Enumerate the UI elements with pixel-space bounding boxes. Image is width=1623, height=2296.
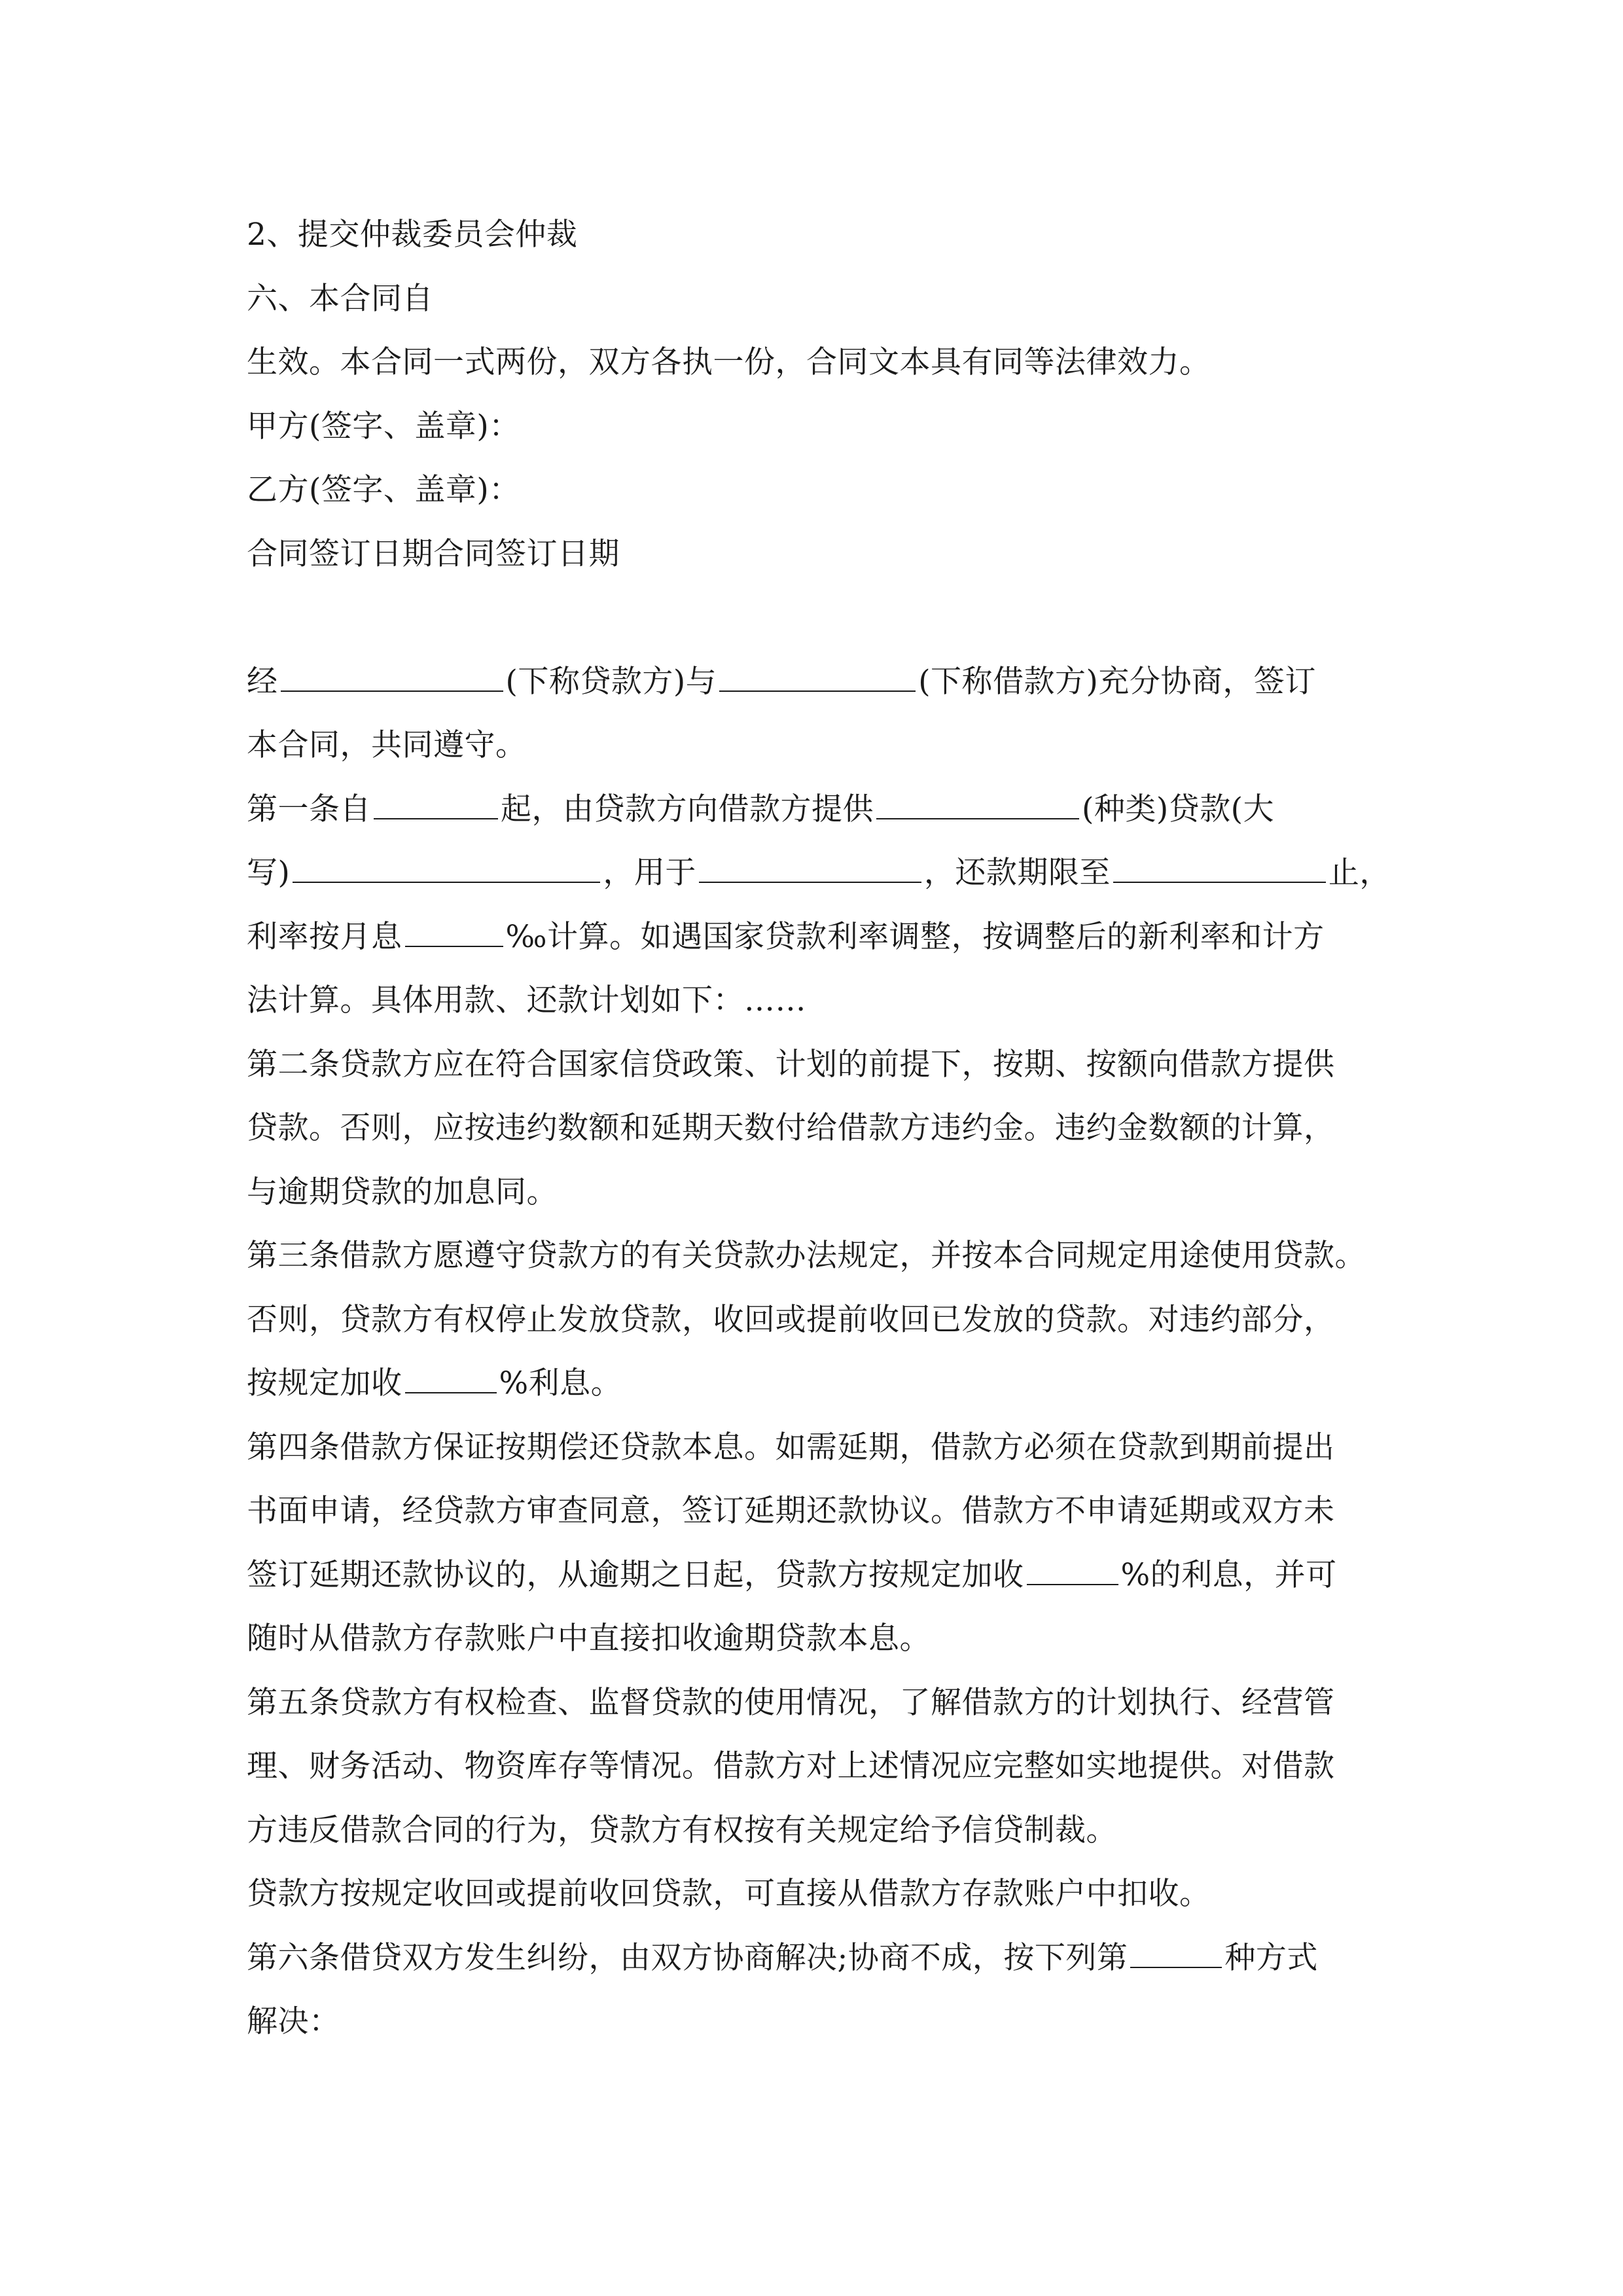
- monthly-rate-blank: [405, 920, 503, 947]
- text-line: 本合同，共同遵守。: [247, 727, 527, 763]
- text-line: 与逾期贷款的加息同。: [247, 1174, 558, 1210]
- dispute-method-blank: [1130, 1941, 1222, 1968]
- text-line: 第一条自 起，由贷款方向借款方提供 (种类)贷款(大: [247, 791, 1275, 827]
- text-line: 2、提交仲裁委员会仲裁: [247, 217, 578, 253]
- spacer: [247, 586, 1399, 650]
- text-line: 否则，贷款方有权停止发放贷款，收回或提前收回已发放的贷款。对违约部分，: [247, 1301, 1335, 1338]
- penalty-rate-blank: [405, 1366, 497, 1393]
- text-line: 书面申请，经贷款方审查同意，签订延期还款协议。借款方不申请延期或双方未: [247, 1493, 1335, 1529]
- party-b-signature-line: 乙方(签字、盖章)：: [247, 472, 520, 508]
- contract-date-line: 合同签订日期合同签订日期: [247, 535, 620, 572]
- text-line: 第五条贷款方有权检查、监督贷款的使用情况，了解借款方的计划执行、经营管: [247, 1684, 1335, 1721]
- document-page: [247, 203, 1399, 2054]
- text-line: 签订延期还款协议的，从逾期之日起，贷款方按规定加收 %的利息，并可: [247, 1556, 1337, 1593]
- repayment-date-blank: [1113, 855, 1326, 883]
- loan-type-blank: [876, 792, 1079, 819]
- text-line: 写) ，用于 ，还款期限至 止，: [247, 855, 1391, 891]
- text-line: 按规定加收 %利息。: [247, 1365, 622, 1401]
- text-line: 第六条借贷双方发生纠纷，由双方协商解决;协商不成，按下列第 种方式: [247, 1939, 1318, 1976]
- text-line: 第四条借款方保证按期偿还贷款本息。如需延期，借款方必须在贷款到期前提出: [247, 1429, 1335, 1465]
- text-line: 解决：: [247, 2003, 340, 2039]
- text-line: 利率按月息 ‰计算。如遇国家贷款利率调整，按调整后的新利率和计方: [247, 918, 1325, 955]
- start-date-blank: [374, 792, 498, 819]
- purpose-blank: [699, 855, 921, 883]
- overdue-rate-blank: [1027, 1558, 1118, 1585]
- text-line: 第二条贷款方应在符合国家信贷政策、计划的前提下，按期、按额向借款方提供: [247, 1046, 1335, 1083]
- text-line: 生效。本合同一式两份，双方各执一份，合同文本具有同等法律效力。: [247, 344, 1211, 380]
- text-line: 经 (下称贷款方)与 (下称借款方)充分协商，签订: [247, 663, 1316, 700]
- text-line: 法计算。具体用款、还款计划如下：……: [247, 982, 806, 1018]
- text-line: 六、本合同自: [247, 280, 433, 317]
- text-line: 第三条借款方愿遵守贷款方的有关贷款办法规定，并按本合同规定用途使用贷款。: [247, 1238, 1366, 1274]
- lender-blank: [281, 664, 503, 692]
- text-line: 贷款。否则，应按违约数额和延期天数付给借款方违约金。违约金数额的计算，: [247, 1110, 1335, 1146]
- party-a-signature-line: 甲方(签字、盖章)：: [247, 408, 520, 444]
- text-line: 随时从借款方存款账户中直接扣收逾期贷款本息。: [247, 1621, 931, 1657]
- borrower-blank: [719, 664, 916, 692]
- text-line: 理、财务活动、物资库存等情况。借款方对上述情况应完整如实地提供。对借款: [247, 1748, 1335, 1784]
- text-line: 方违反借款合同的行为，贷款方有权按有关规定给予信贷制裁。: [247, 1812, 1117, 1848]
- text-line: 贷款方按规定收回或提前收回贷款，可直接从借款方存款账户中扣收。: [247, 1876, 1211, 1912]
- amount-blank: [293, 855, 600, 883]
